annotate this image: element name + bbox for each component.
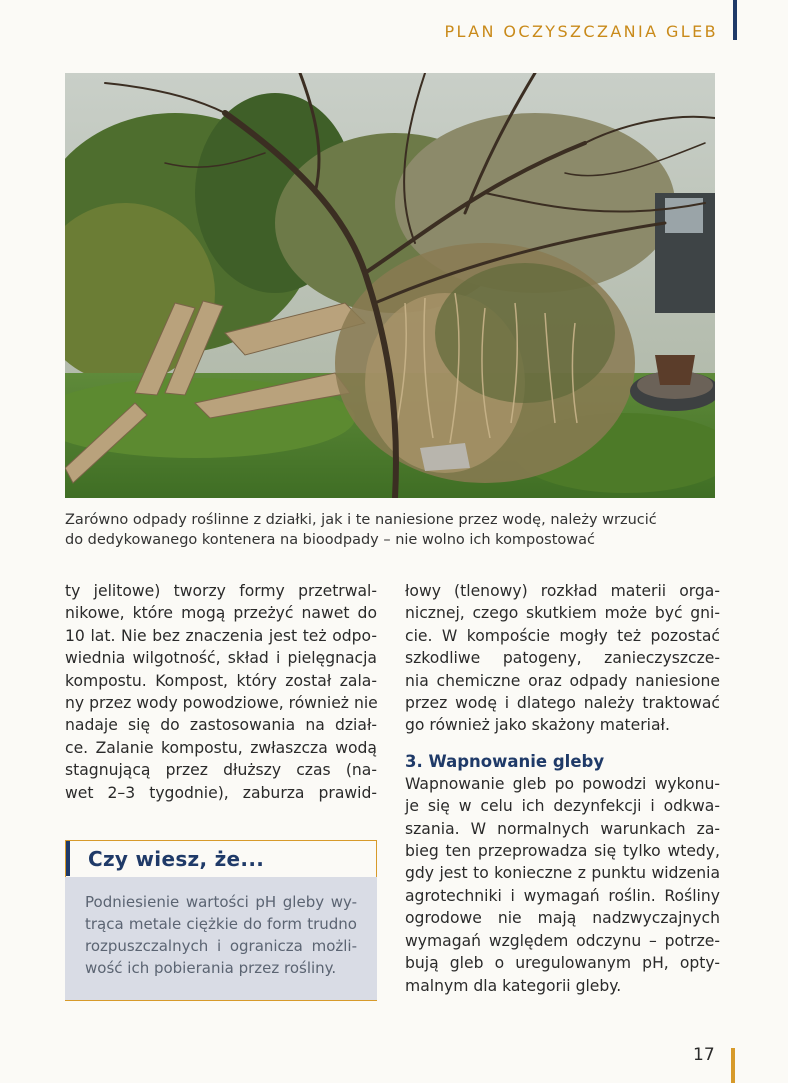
box-text-line: rozpuszczalnych i ogranicza możli-	[85, 937, 357, 955]
text-line: nadaje się do zastosowania na dział-	[65, 716, 377, 735]
text-line: Wapnowanie gleb po powodzi wykonu-	[405, 774, 720, 793]
running-title: PLAN OCZYSZCZANIA GLEB	[444, 22, 718, 41]
text-line: stagnującą przez dłuższy czas (na-	[65, 761, 377, 780]
did-you-know-body	[65, 877, 377, 979]
text-line: ty jelitowe) tworzy formy przetrwal-	[65, 582, 377, 600]
text-line: go również jako skażony materiał.	[405, 716, 670, 735]
text-line: nicznej, czego skutkiem może być gni-	[405, 604, 720, 623]
text-line: ce. Zalanie kompostu, zwłaszcza wodą	[65, 738, 377, 757]
text-line: cie. W kompoście mogły też pozostać	[405, 626, 720, 645]
text-line: bieg ten przeprowadza się tylko wtedy,	[405, 842, 720, 861]
text-line: łowy (tlenowy) rozkład materii orga-	[405, 582, 720, 600]
text-line: bują gleb o uregulowanym pH, opty-	[405, 954, 720, 973]
text-line: wet 2–3 tygodnie), zaburza prawid-	[65, 783, 377, 802]
text-line: malnym dla kategorii gleby.	[405, 976, 622, 995]
box-text-line: wość ich pobierania przez rośliny.	[85, 959, 337, 977]
did-you-know-title: Czy wiesz, że...	[88, 847, 265, 871]
text-line: nia chemiczne oraz odpady naniesione	[405, 671, 720, 690]
header-accent-bar	[66, 841, 70, 876]
header-rule	[733, 0, 737, 40]
right-text-column	[405, 580, 720, 997]
text-line: wiednia wilgotność, skład i pielęgnacja	[65, 649, 377, 668]
text-line: ny przez wody powodziowe, również nie	[65, 694, 378, 713]
box-text-line: trąca metale ciężkie do form trudno	[85, 915, 357, 933]
garden-photo-illustration	[65, 73, 715, 498]
page-number: 17	[693, 1045, 715, 1065]
box-text-line: Podniesienie wartości pH gleby wy-	[85, 893, 357, 911]
text-line: szkodliwe patogeny, zanieczyszcze-	[405, 649, 720, 668]
footer-rule	[731, 1048, 735, 1083]
text-line: szania. W normalnych warunkach za-	[405, 819, 720, 838]
did-you-know-box	[65, 840, 377, 1001]
section-heading: 3. Wapnowanie gleby	[405, 751, 605, 771]
did-you-know-header	[65, 840, 377, 877]
text-line: kompostu. Kompost, który został zala-	[65, 671, 377, 690]
garden-photo	[65, 73, 715, 498]
caption-line: do dedykowanego kontenera na bioodpady – nie wolno ich kompostować	[65, 532, 595, 548]
text-line: przez wodę i dlatego należy traktować	[405, 694, 720, 713]
text-line: nikowe, które mogą przeżyć nawet do	[65, 604, 377, 623]
text-line: 10 lat. Nie bez znaczenia jest też odpo-	[65, 626, 377, 645]
text-line: gdy jest to konieczne z punktu widzenia	[405, 864, 720, 883]
caption-line: Zarówno odpady roślinne z działki, jak i te naniesione przez wodę, należy wrzucić	[65, 512, 657, 528]
text-line: ogrodowe nie mają nadzwyczajnych	[405, 909, 720, 928]
photo-caption	[65, 510, 725, 550]
left-text-column	[65, 580, 377, 804]
text-line: agrotechniki i wymagań roślin. Rośliny	[405, 886, 720, 905]
text-line: je się w celu ich dezynfekcji i odkwa-	[405, 797, 720, 816]
text-line: wymagań względem odczynu – potrze-	[405, 931, 720, 950]
